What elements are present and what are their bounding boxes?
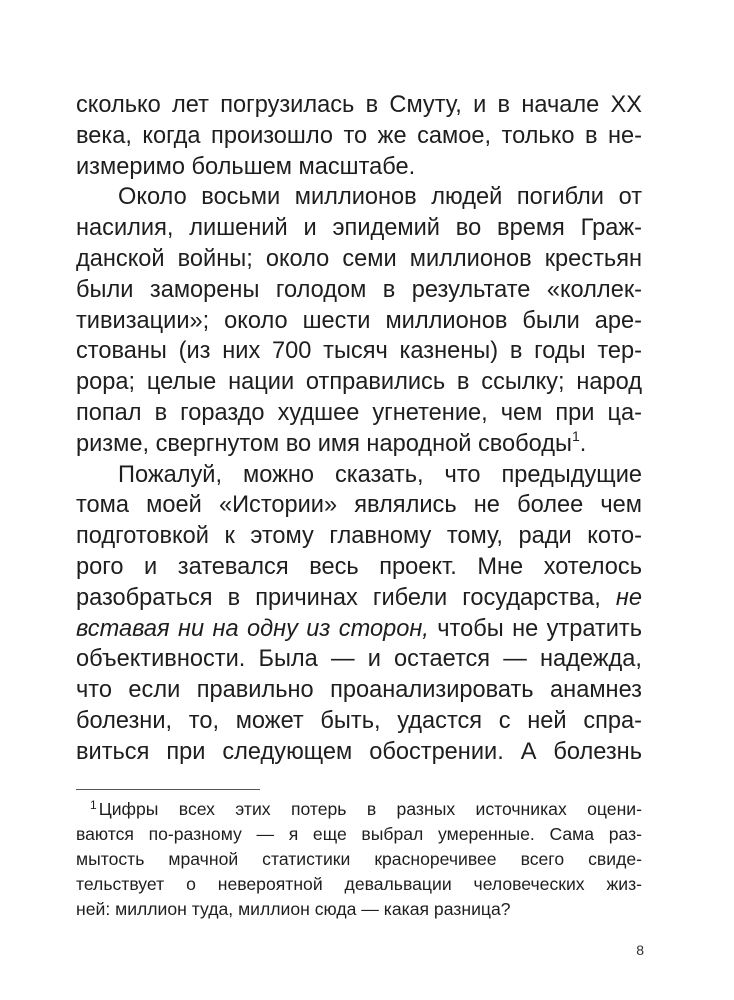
text-line: данской войны; около семи миллионов крестьян [76, 245, 642, 272]
footnote-line: тельствует о невероятной девальвации человеческих жиз- [76, 874, 642, 894]
text-line: Около восьми миллионов людей погибли от [118, 184, 642, 211]
footnote [76, 797, 642, 922]
text-segment: ризме, свергнутом во имя народной свободы [76, 430, 572, 457]
text-line: тивизации»; около шести миллионов были аре- [76, 307, 642, 334]
text-line: насилия, лишений и эпидемий во время Граж- [76, 215, 642, 242]
footnote-line [76, 797, 642, 822]
italic-segment: вставая ни на одну из сторон, [76, 615, 429, 642]
footnote-line: ваются по-разному — я еще выбрал умеренные. Сама раз- [76, 824, 642, 844]
text-line: века, когда произошло то же самое, только в не- [76, 122, 642, 149]
text-line [76, 429, 642, 460]
text-segment: разобраться в причинах гибели государства, [76, 584, 616, 611]
text-line: рого и затевался весь проект. Мне хотелось [76, 553, 642, 580]
text-line: сколько лет погрузилась в Смуту, и в начале XX [76, 92, 642, 118]
footnote-line: ней: миллион туда, миллион сюда — какая разница? [76, 899, 511, 919]
text-line [76, 614, 642, 645]
main-text [76, 90, 642, 768]
text-line: Пожалуй, можно сказать, что предыдущие [118, 461, 642, 488]
text-line: виться при следующем обострении. А болезнь [76, 738, 642, 765]
text-line: попал в гораздо худшее угнетение, чем при ца- [76, 399, 642, 426]
text-line: объективности. Была — и остается — надежда, [76, 646, 642, 673]
text-segment: чтобы не утратить [428, 615, 642, 642]
text-line: что если правильно проанализировать анамнез [76, 677, 642, 704]
page-number: 8 [636, 942, 644, 958]
italic-segment: не [615, 584, 642, 611]
footnote-segment: Цифры всех этих потерь в разных источниках оцени- [98, 799, 642, 819]
text-line: стованы (из них 700 тысяч казнены) в годы тер- [76, 338, 642, 365]
footnote-line: мытость мрачной статистики красноречивее всего свиде- [76, 849, 642, 869]
text-line: тома моей «Истории» являлись не более чем [76, 492, 642, 519]
text-line: рора; целые нации отправились в ссылку; народ [76, 369, 642, 396]
footnote-mark: 1 [90, 798, 97, 812]
text-line: были заморены голодом в результате «коллек- [76, 276, 642, 303]
footnote-divider [76, 789, 260, 790]
text-line [76, 583, 642, 614]
text-line: подготовкой к этому главному тому, ради кото- [76, 523, 642, 550]
text-line: измеримо большем масштабе. [76, 153, 416, 180]
text-line: болезни, то, может быть, удастся с ней спра- [76, 707, 642, 734]
footnote-reference: 1 [572, 428, 580, 444]
text-segment: . [579, 430, 587, 457]
